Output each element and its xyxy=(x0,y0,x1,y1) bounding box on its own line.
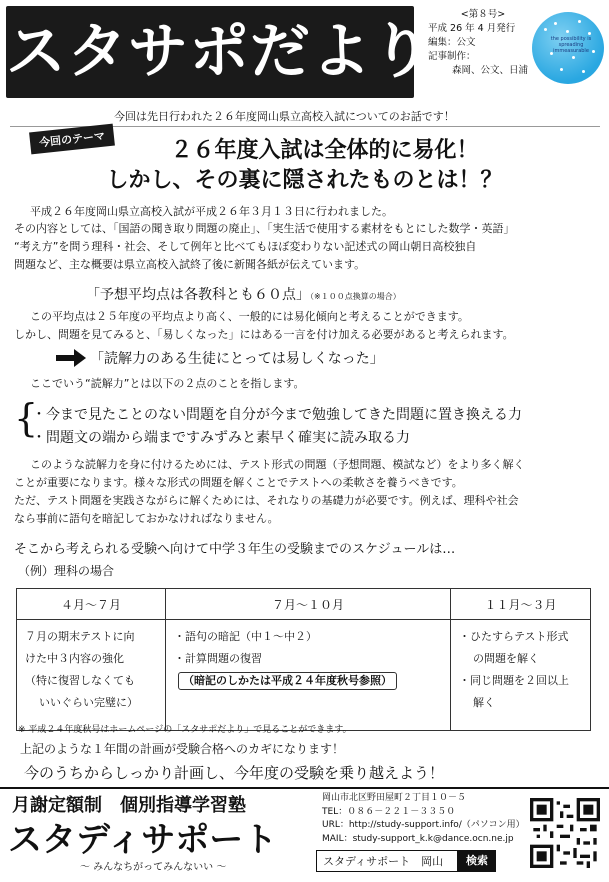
schedule-table xyxy=(16,588,591,731)
website-url[interactable]: URL：http://study-support.info/（パソコン用） xyxy=(322,820,525,830)
brand-name: スタディサポート xyxy=(8,820,278,860)
paragraph-line: このような読解力を身に付けるためには、テスト形式の問題（予想問題、模試など）をより多く解く xyxy=(30,458,525,471)
issue-editor: 編集：公文 xyxy=(428,37,476,48)
paragraph-line: この平均点は２５年度の平均点より高く、一般的には易化傾向と考えることができます。 xyxy=(30,310,469,323)
headline-sub: しかし、その裏に隠されたものとは！？ xyxy=(106,167,503,193)
brand-slogan: ～ みんなちがってみんないい ～ xyxy=(80,862,227,873)
search-bar[interactable] xyxy=(316,850,496,872)
brace-icon: { xyxy=(14,396,39,440)
masthead-title: スタサポだより xyxy=(6,6,414,98)
average-score-quote xyxy=(86,284,401,304)
reading-skill-quote xyxy=(56,348,384,368)
schedule-intro: そこから考えられる受験へ向けて中学３年生の受験までのスケジュールは… xyxy=(14,542,456,557)
ad-headline: 月謝定額制 個別指導学習塾 xyxy=(12,795,246,816)
quote-note: （※１００点換算の場合） xyxy=(310,292,401,301)
column-header: １１月～３月 xyxy=(451,589,591,620)
schedule-cell-apr-jul xyxy=(17,620,166,731)
search-button[interactable]: 検索 xyxy=(458,850,496,872)
column-header: ７月～１０月 xyxy=(166,589,451,620)
issue-writers: 森岡、公文、日浦 xyxy=(452,65,529,76)
issue-date: 平成 26 年 4 月発行 xyxy=(428,23,516,34)
paragraph-line: なら事前に語句を暗記しておかなければなりません。 xyxy=(14,512,279,525)
contact-info xyxy=(322,792,525,846)
paragraph-line: 問題など、主な概要は県立高校入試終了後に新聞各紙が伝えています。 xyxy=(14,258,366,271)
address: 岡山市北区野田屋町２丁目１０－５ xyxy=(322,793,467,803)
phone: TEL：０８６－２２１－３３５０ xyxy=(322,806,456,817)
paragraph-line: ただ、テスト問題を実践さながらに解くためには、それなりの基礎力が必要です。例えば、理科や社会 xyxy=(14,494,519,507)
bullet-item: ・問題文の端から端まですみずみと素早く確実に読み取る力 xyxy=(32,430,410,446)
paragraph-line: その内容としては、「国語の聞き取り問題の廃止」、「実生活で使用する素材をもとにした数学・英語」 xyxy=(14,222,515,235)
cell-line: ・語句の暗記（中１～中２） xyxy=(174,630,317,643)
table-header-row xyxy=(17,589,591,620)
cell-line: けた中３内容の強化 xyxy=(25,652,124,665)
closing-line-large: 今のうちからしっかり計画し、今年度の受験を乗り越えよう！ xyxy=(24,764,445,782)
cell-line: （特に復習しなくても xyxy=(25,674,135,687)
issue-number: <第８号> xyxy=(460,9,506,20)
cell-line: ７月の期末テストに向 xyxy=(25,630,135,643)
cell-line: ・同じ問題を２回以上 xyxy=(459,674,569,687)
bullet-item: ・今まで見たことのない問題を自分が今まで勉強してきた問題に置き換える力 xyxy=(32,407,522,423)
issue-info xyxy=(428,8,538,78)
theme-badge: 今回のテーマ xyxy=(29,124,115,155)
issue-writers-label: 記事制作： xyxy=(428,51,476,62)
memorization-reference: （暗記のしかたは平成２４年度秋号参照） xyxy=(178,672,397,690)
cell-line: の問題を解く xyxy=(473,652,539,665)
theme-intro: 今回は先日行われた２６年度岡山県立高校入試についてのお話です！ xyxy=(114,110,455,123)
headline-main: ２６年度入試は全体的に易化！ xyxy=(170,137,479,163)
paragraph-line: しかし、問題を見てみると、「易しくなった」にはある一言を付け加える必要があると考えられます。 xyxy=(14,328,514,341)
column-header: ４月～７月 xyxy=(17,589,166,620)
schedule-cell-jul-oct xyxy=(166,620,451,731)
example-label: （例）理科の場合 xyxy=(18,564,115,578)
table-row xyxy=(17,620,591,731)
qr-code-icon xyxy=(530,798,600,868)
paragraph-line: ここでいう“読解力”とは以下の２点のことを指します。 xyxy=(30,377,305,390)
cell-line: 解く xyxy=(473,696,495,709)
search-input[interactable]: スタディサポート 岡山 xyxy=(316,850,458,872)
closing-line: 上記のような１年間の計画が受験合格へのカギになります！ xyxy=(20,742,345,756)
cell-line: ・ひたすらテスト形式 xyxy=(459,630,569,643)
quote-text: 「読解力のある生徒にとっては易しくなった」 xyxy=(90,351,384,367)
schedule-cell-nov-mar xyxy=(451,620,591,731)
cell-line: ・計算問題の復習 xyxy=(174,652,262,665)
email[interactable]: MAIL：study-support_k.k@dance.ocn.ne.jp xyxy=(322,833,514,844)
quote-text: 「予想平均点は各教科とも６０点」 xyxy=(86,287,310,303)
footer-divider xyxy=(0,787,609,789)
paragraph-line: 平成２６年度岡山県立高校入試が平成２６年３月１３日に行われました。 xyxy=(30,205,393,218)
footnote: ※ 平成２４年度秋号はホームページの「スタサポだより」で見ることができます。 xyxy=(18,725,352,735)
arrow-right-icon xyxy=(56,349,86,367)
logo-tagline: the possibility is spreading immeasurable xyxy=(550,36,592,54)
sparkle-logo-icon xyxy=(532,12,604,84)
paragraph-line: “考え方”を問う理科・社会、そして例年と比べてもほぼ変わりない記述式の岡山朝日高校独自 xyxy=(14,240,477,253)
cell-line: いいぐらい完璧に） xyxy=(39,696,138,709)
paragraph-line: ことが重要になります。様々な形式の問題を解くことでテストへの柔軟さを養うべきです。 xyxy=(14,476,463,489)
